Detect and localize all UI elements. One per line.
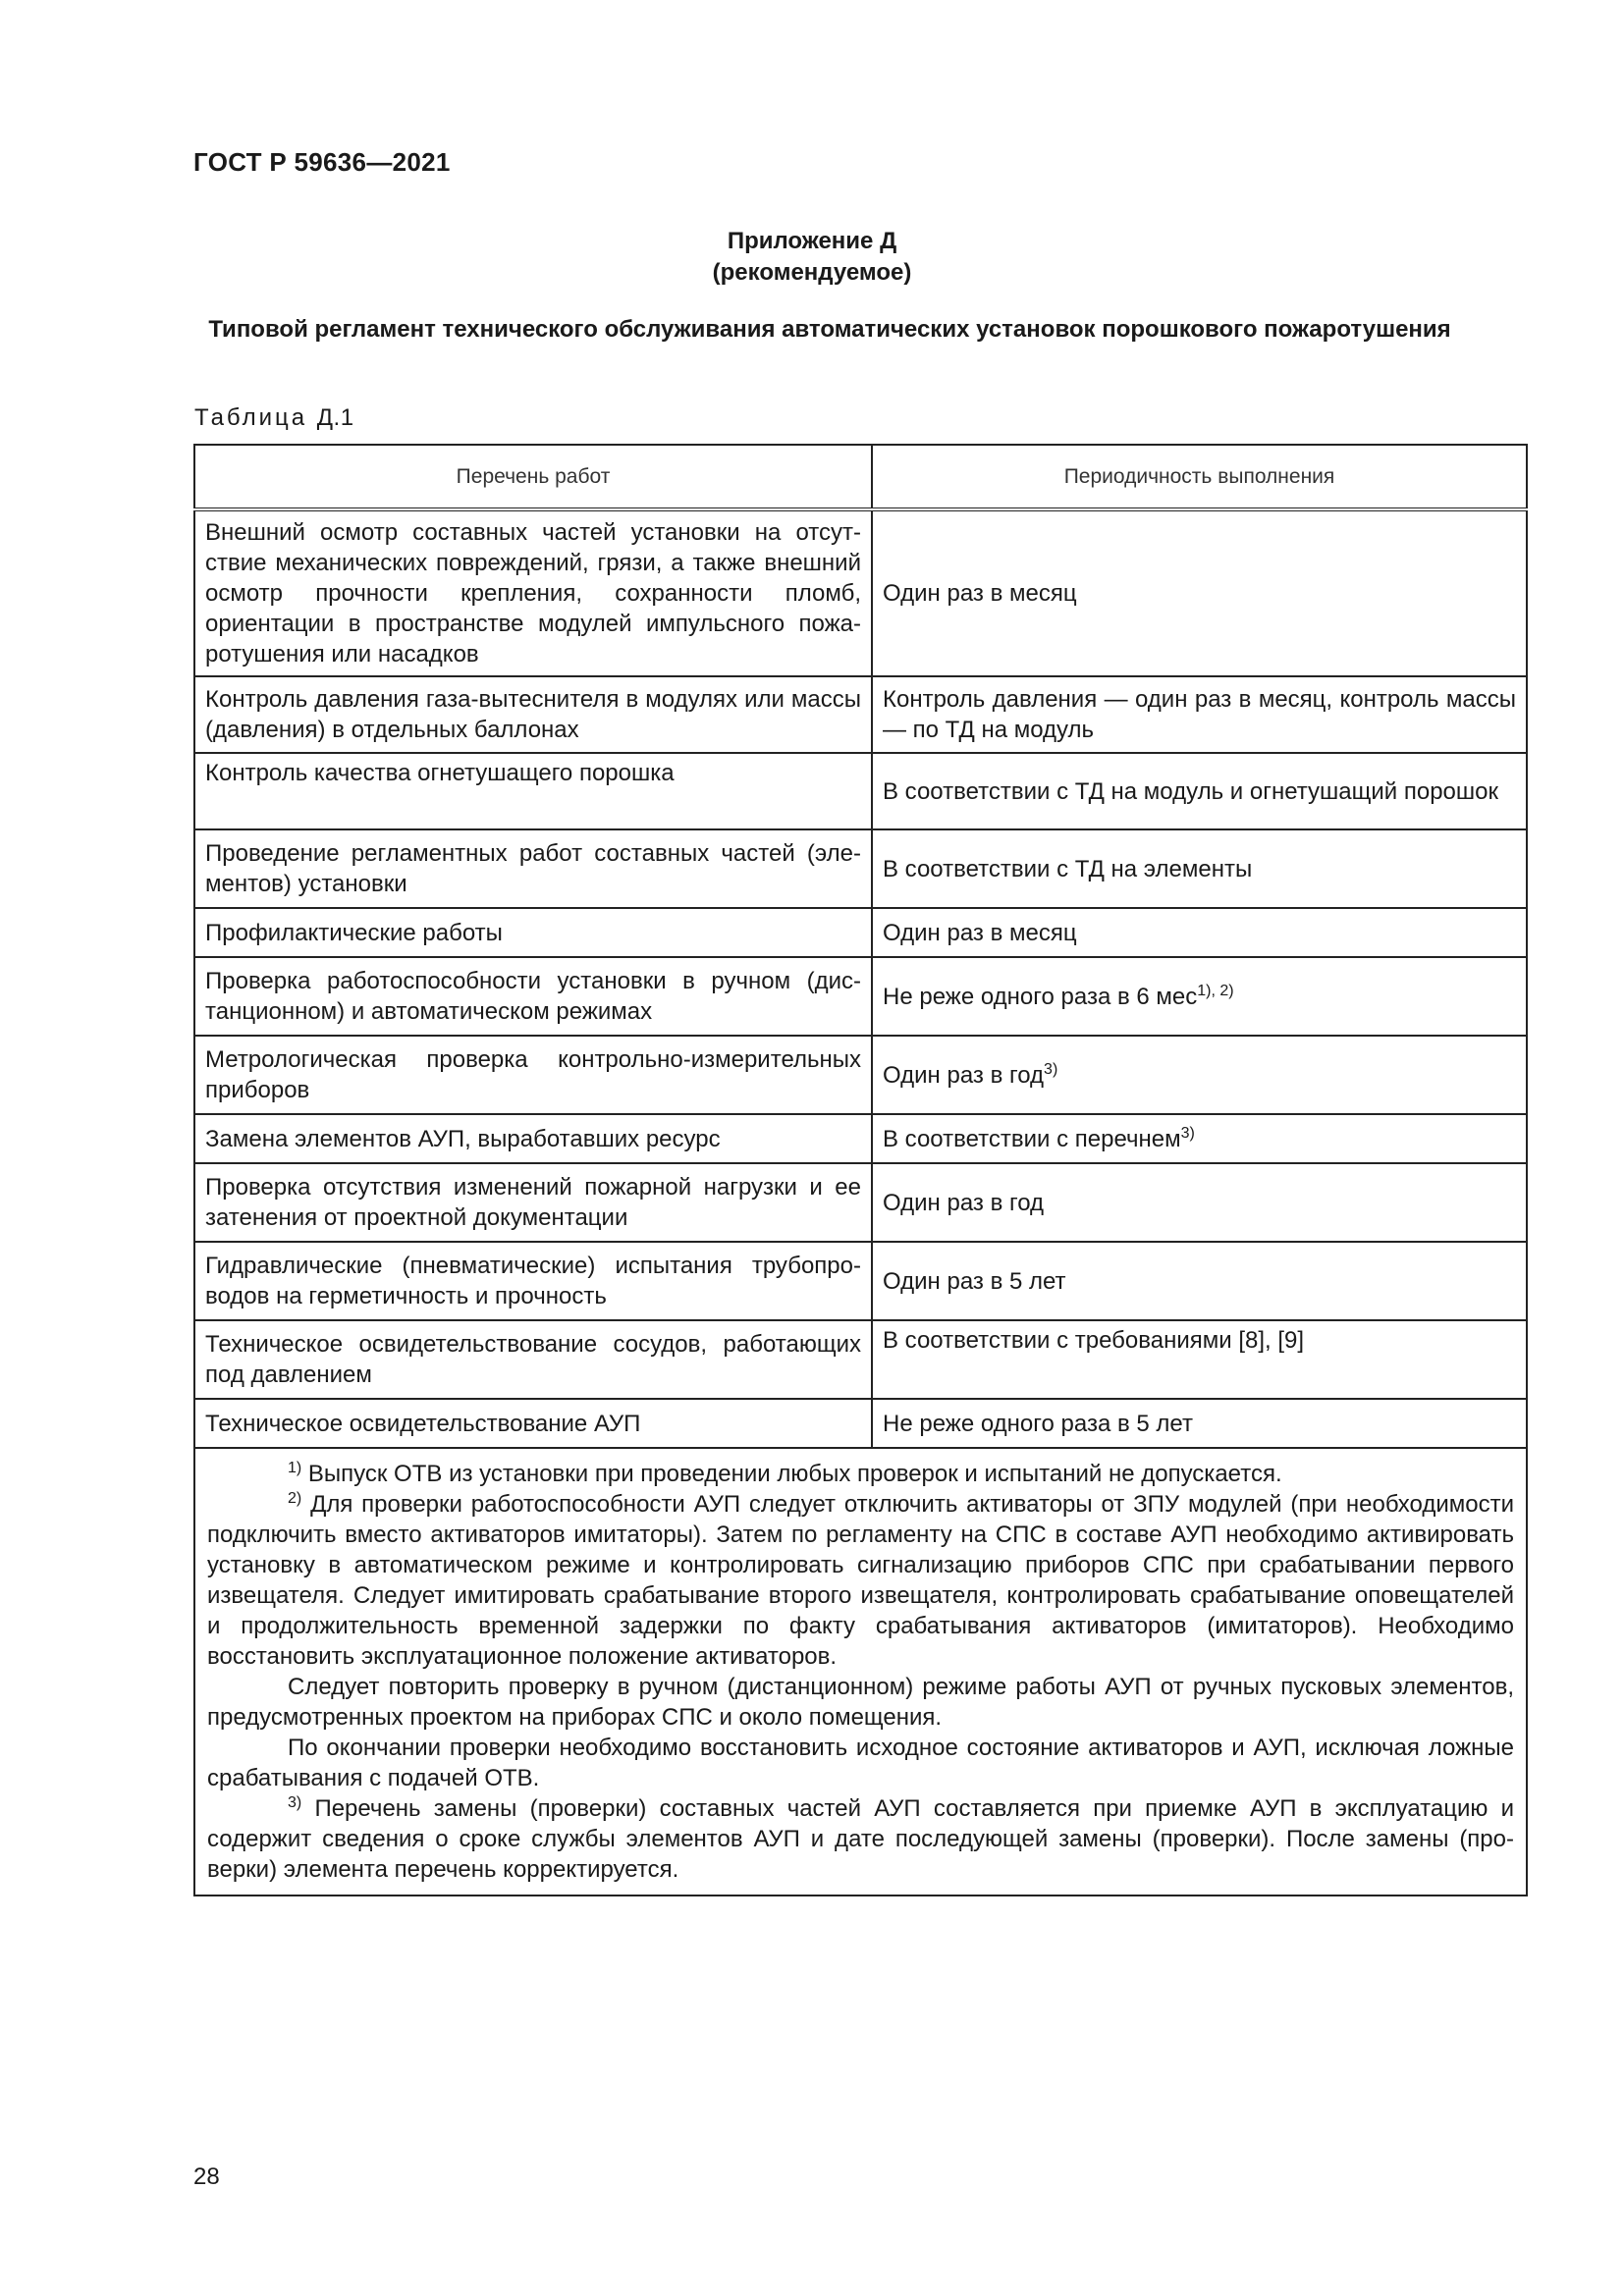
work-cell: Профилактические работы (194, 908, 872, 957)
table-row (194, 1320, 1527, 1399)
footnote-text: По окончании проверки необходимо восстановить исходное состояние активаторов и АУП, исключая ложные срабатывания с подачей ОТВ. (207, 1735, 1514, 1791)
column-header-work: Перечень работ (194, 445, 872, 509)
annex-label: Приложение Д (727, 228, 897, 254)
footnote-3 (207, 1793, 1514, 1885)
table-notes (194, 1448, 1527, 1896)
footnote-ref: 3) (1180, 1124, 1195, 1142)
period-text: Не реже одного раза в 5 лет (883, 1410, 1193, 1437)
table-row (194, 676, 1527, 753)
table-row (194, 1036, 1527, 1114)
footnote-2 (207, 1489, 1514, 1672)
table-row (194, 509, 1527, 676)
table-header-row (194, 445, 1527, 509)
annex-heading (0, 226, 1624, 289)
table-row (194, 1242, 1527, 1320)
footnote-mark: 2) (288, 1490, 302, 1507)
period-text: Контроль давления — один раз в месяц, контроль массы — по ТД на модуль (883, 686, 1516, 743)
table-row (194, 1114, 1527, 1163)
period-text: В соответствии с перечнем (883, 1125, 1181, 1152)
period-cell (872, 829, 1527, 908)
period-text: В соответствии с ТД на модуль и огнетушащий порошок (883, 777, 1498, 805)
work-cell: Проверка отсутствия изменений пожарной нагрузки и ее затенения от проектной документации (194, 1163, 872, 1242)
table-row (194, 829, 1527, 908)
period-cell (872, 1036, 1527, 1114)
table-caption-word: Таблица (194, 404, 308, 431)
table-caption-number: Д.1 (316, 404, 354, 431)
maintenance-table (193, 444, 1528, 1896)
period-cell (872, 1399, 1527, 1448)
work-cell: Гидравлические (пневматические) испытания трубопроводов на герметичность и прочность (194, 1242, 872, 1320)
footnote-ref: 1), 2) (1197, 982, 1234, 999)
period-cell (872, 1320, 1527, 1399)
standard-code: ГОСТ Р 59636—2021 (193, 147, 451, 177)
period-cell (872, 1163, 1527, 1242)
period-text: Один раз в месяц (883, 580, 1077, 607)
table-row (194, 908, 1527, 957)
period-cell (872, 753, 1527, 829)
annex-status: (рекомендуемое) (712, 259, 912, 286)
period-text: Один раз в год (883, 1061, 1045, 1089)
period-text: Не реже одного раза в 6 мес (883, 983, 1198, 1010)
period-text: Один раз в год (883, 1189, 1045, 1216)
footnote-ref: 3) (1044, 1060, 1058, 1078)
period-text: В соответствии с требованиями [8], [9] (883, 1327, 1305, 1354)
table-row (194, 1163, 1527, 1242)
period-cell (872, 1242, 1527, 1320)
work-cell: Замена элементов АУП, выработавших ресурс (194, 1114, 872, 1163)
table-body (194, 509, 1527, 1896)
footnote-1 (207, 1459, 1514, 1489)
period-cell (872, 957, 1527, 1036)
period-cell (872, 509, 1527, 676)
period-cell (872, 676, 1527, 753)
table-caption (194, 404, 354, 432)
footnote-mark: 3) (288, 1794, 302, 1811)
footnote-2-continuation (207, 1672, 1514, 1733)
table-row (194, 1399, 1527, 1448)
table-notes-row (194, 1448, 1527, 1896)
table-row (194, 753, 1527, 829)
work-cell: Проведение регламентных работ составных частей (элементов) установки (194, 829, 872, 908)
period-cell (872, 908, 1527, 957)
work-cell: Контроль качества огнетушащего порошка (194, 753, 872, 829)
period-text: В соответствии с ТД на элементы (883, 855, 1253, 882)
maintenance-table-wrapper (193, 444, 1526, 1896)
period-text: Один раз в месяц (883, 919, 1077, 946)
work-cell: Внешний осмотр составных частей установки на отсутствие механических повреждений, грязи, а также внешний осмотр прочности крепления, сохранности пломб, ориентации в пространстве модулей импульсного пожаротушения или насадков (194, 509, 872, 676)
column-header-period: Периодичность выполнения (872, 445, 1527, 509)
work-cell: Контроль давления газа-вытеснителя в модулях или массы (давления) в отдельных баллонах (194, 676, 872, 753)
page-number: 28 (193, 2163, 220, 2190)
footnote-text: Перечень замены (проверки) составных частей АУП составляется при приемке АУП в эксплуатацию и содержит сведения о сроке службы элементов АУП и дате последующей замены (проверки). После замены (проверки) элемента перечень корректируется. (207, 1795, 1514, 1883)
footnote-mark: 1) (288, 1460, 302, 1476)
work-cell: Техническое освидетельствование АУП (194, 1399, 872, 1448)
annex-title: Типовой регламент технического обслуживания автоматических установок порошкового пожаротушения (208, 316, 1451, 343)
period-text: Один раз в 5 лет (883, 1267, 1066, 1295)
footnote-text: Следует повторить проверку в ручном (дистанционном) режиме работы АУП от ручных пусковых элементов, предусмотренных проектом на приборах СПС и около помещения. (207, 1674, 1514, 1731)
work-cell: Метрологическая проверка контрольно-измерительных приборов (194, 1036, 872, 1114)
period-cell (872, 1114, 1527, 1163)
table-row (194, 957, 1527, 1036)
work-cell: Техническое освидетельствование сосудов, работающих под давлением (194, 1320, 872, 1399)
work-cell: Проверка работоспособности установки в ручном (дистанционном) и автоматическом режимах (194, 957, 872, 1036)
footnote-text: Выпуск ОТВ из установки при проведении любых проверок и испытаний не допускается. (307, 1461, 1282, 1487)
footnote-text: Для проверки работоспособности АУП следует отключить активаторы от ЗПУ модулей (при необходимости подключить вместо активаторов имитаторы). Затем по регламенту на СПС в составе АУП необходимо активировать установку в автоматическом режиме и контролировать сигнализацию приборов СПС при срабатывании первого извещателя. Следует имитировать срабатывание второго извещателя, контролировать срабатывание оповещателей и продолжительность временной задержки по факту срабатывания активаторов (имитаторов). Необходимо восстановить эксплуатационное положение активаторов. (207, 1491, 1515, 1670)
footnote-2-continuation (207, 1733, 1514, 1793)
